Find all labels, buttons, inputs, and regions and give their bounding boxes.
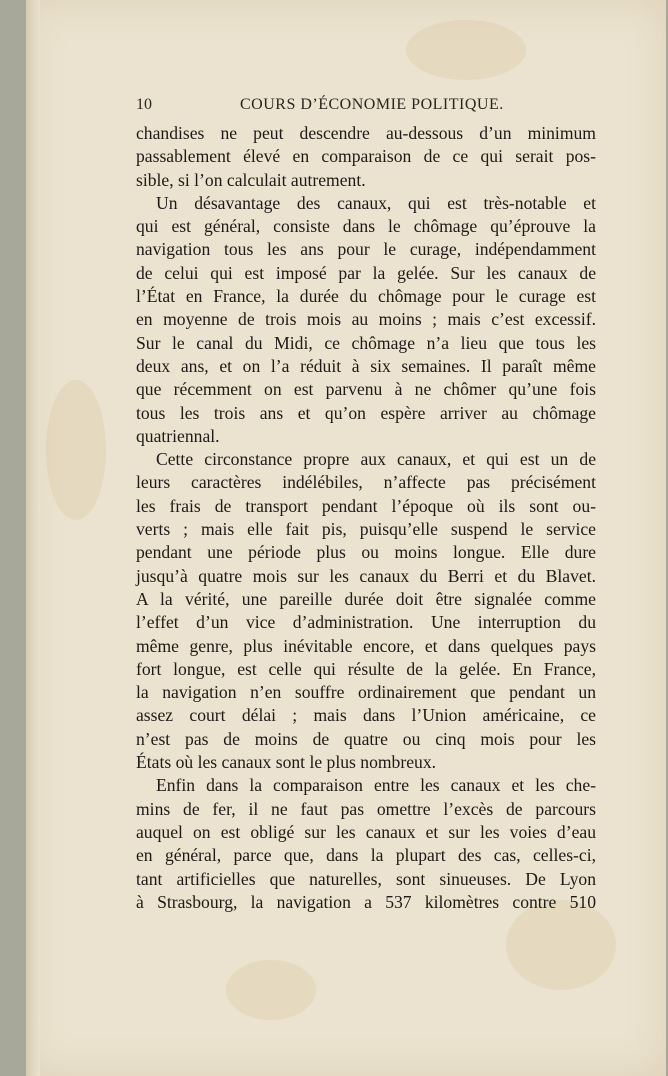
- text-line: de celui qui est imposé par la gelée. Sur les canaux de: [136, 262, 596, 283]
- paper-stain: [406, 20, 526, 80]
- text-line: mins de fer, il ne faut pas omettre l’excès de parcours: [136, 798, 596, 819]
- text-line: n’est pas de moins de quatre ou cinq mois pour les: [136, 728, 596, 749]
- text-line: Cette circonstance propre aux canaux, et qui est un de: [156, 449, 596, 470]
- text-line: à Strasbourg, la navigation a 537 kilomètres contre 510: [136, 891, 596, 912]
- text-line: tant artificielles que naturelles, sont sinueuses. De Lyon: [136, 868, 596, 889]
- text-line: en moyenne de trois mois au moins ; mais c’est excessif.: [136, 309, 596, 330]
- paper-stain: [46, 380, 106, 520]
- text-line: leurs caractères indélébiles, n’affecte pas précisément: [136, 472, 596, 493]
- running-title: COURS D’ÉCONOMIE POLITIQUE.: [240, 96, 504, 113]
- text-line: Un désavantage des canaux, qui est très-notable et: [156, 192, 596, 213]
- text-line: la navigation n’en souffre ordinairement que pendant un: [136, 682, 596, 703]
- text-line: que récemment on est parvenu à ne chômer qu’une fois: [136, 379, 596, 400]
- paragraph: [136, 122, 596, 192]
- text-line: fort longue, est celle qui résulte de la gelée. En France,: [136, 658, 596, 679]
- text-line: navigation tous les ans pour le curage, indépendamment: [136, 239, 596, 260]
- text-line: deux ans, et on l’a réduit à six semaines. Il paraît même: [136, 355, 596, 376]
- text-line: jusqu’à quatre mois sur les canaux du Berri et du Blavet.: [136, 565, 596, 586]
- text-line: Enfin dans la comparaison entre les canaux et les che-: [156, 775, 596, 796]
- text-line: A la vérité, une pareille durée doit être signalée comme: [136, 588, 596, 609]
- paper-stain: [226, 960, 316, 1020]
- paragraph: [136, 192, 596, 448]
- body-text: [136, 122, 596, 914]
- text-line: sible, si l’on calculait autrement.: [136, 169, 366, 190]
- text-line: passablement élevé en comparaison de ce qui serait pos-: [136, 146, 596, 167]
- page-number: 10: [136, 96, 152, 113]
- text-line: Sur le canal du Midi, ce chômage n’a lieu que tous les: [136, 332, 596, 353]
- page-header: [136, 96, 596, 118]
- paragraph: [136, 774, 596, 914]
- text-line: chandises ne peut descendre au-dessous d’un minimum: [136, 123, 596, 143]
- page-edge: [26, 0, 40, 1076]
- text-line: les frais de transport pendant l’époque où ils sont ou-: [136, 495, 596, 516]
- text-line: même genre, plus inévitable encore, et dans quelques pays: [136, 635, 596, 656]
- text-line: verts ; mais elle fait pis, puisqu’elle suspend le service: [136, 519, 596, 540]
- text-line: États où les canaux sont le plus nombreux.: [136, 752, 437, 773]
- paragraph: [136, 448, 596, 774]
- text-line: assez court délai ; mais dans l’Union américaine, ce: [136, 705, 596, 726]
- text-line: en général, parce que, dans la plupart des cas, celles-ci,: [136, 845, 596, 866]
- text-line: qui est général, consiste dans le chômage qu’éprouve la: [136, 216, 596, 237]
- text-line: pendant une période plus ou moins longue. Elle dure: [136, 542, 596, 563]
- text-line: quatriennal.: [136, 425, 220, 446]
- text-line: l’effet d’un vice d’administration. Une interruption du: [136, 612, 596, 633]
- text-line: auquel on est obligé sur les canaux et sur les voies d’eau: [136, 821, 596, 842]
- text-line: l’État en France, la durée du chômage pour le curage est: [136, 286, 596, 307]
- text-line: tous les trois ans et qu’on espère arriver au chômage: [136, 402, 596, 423]
